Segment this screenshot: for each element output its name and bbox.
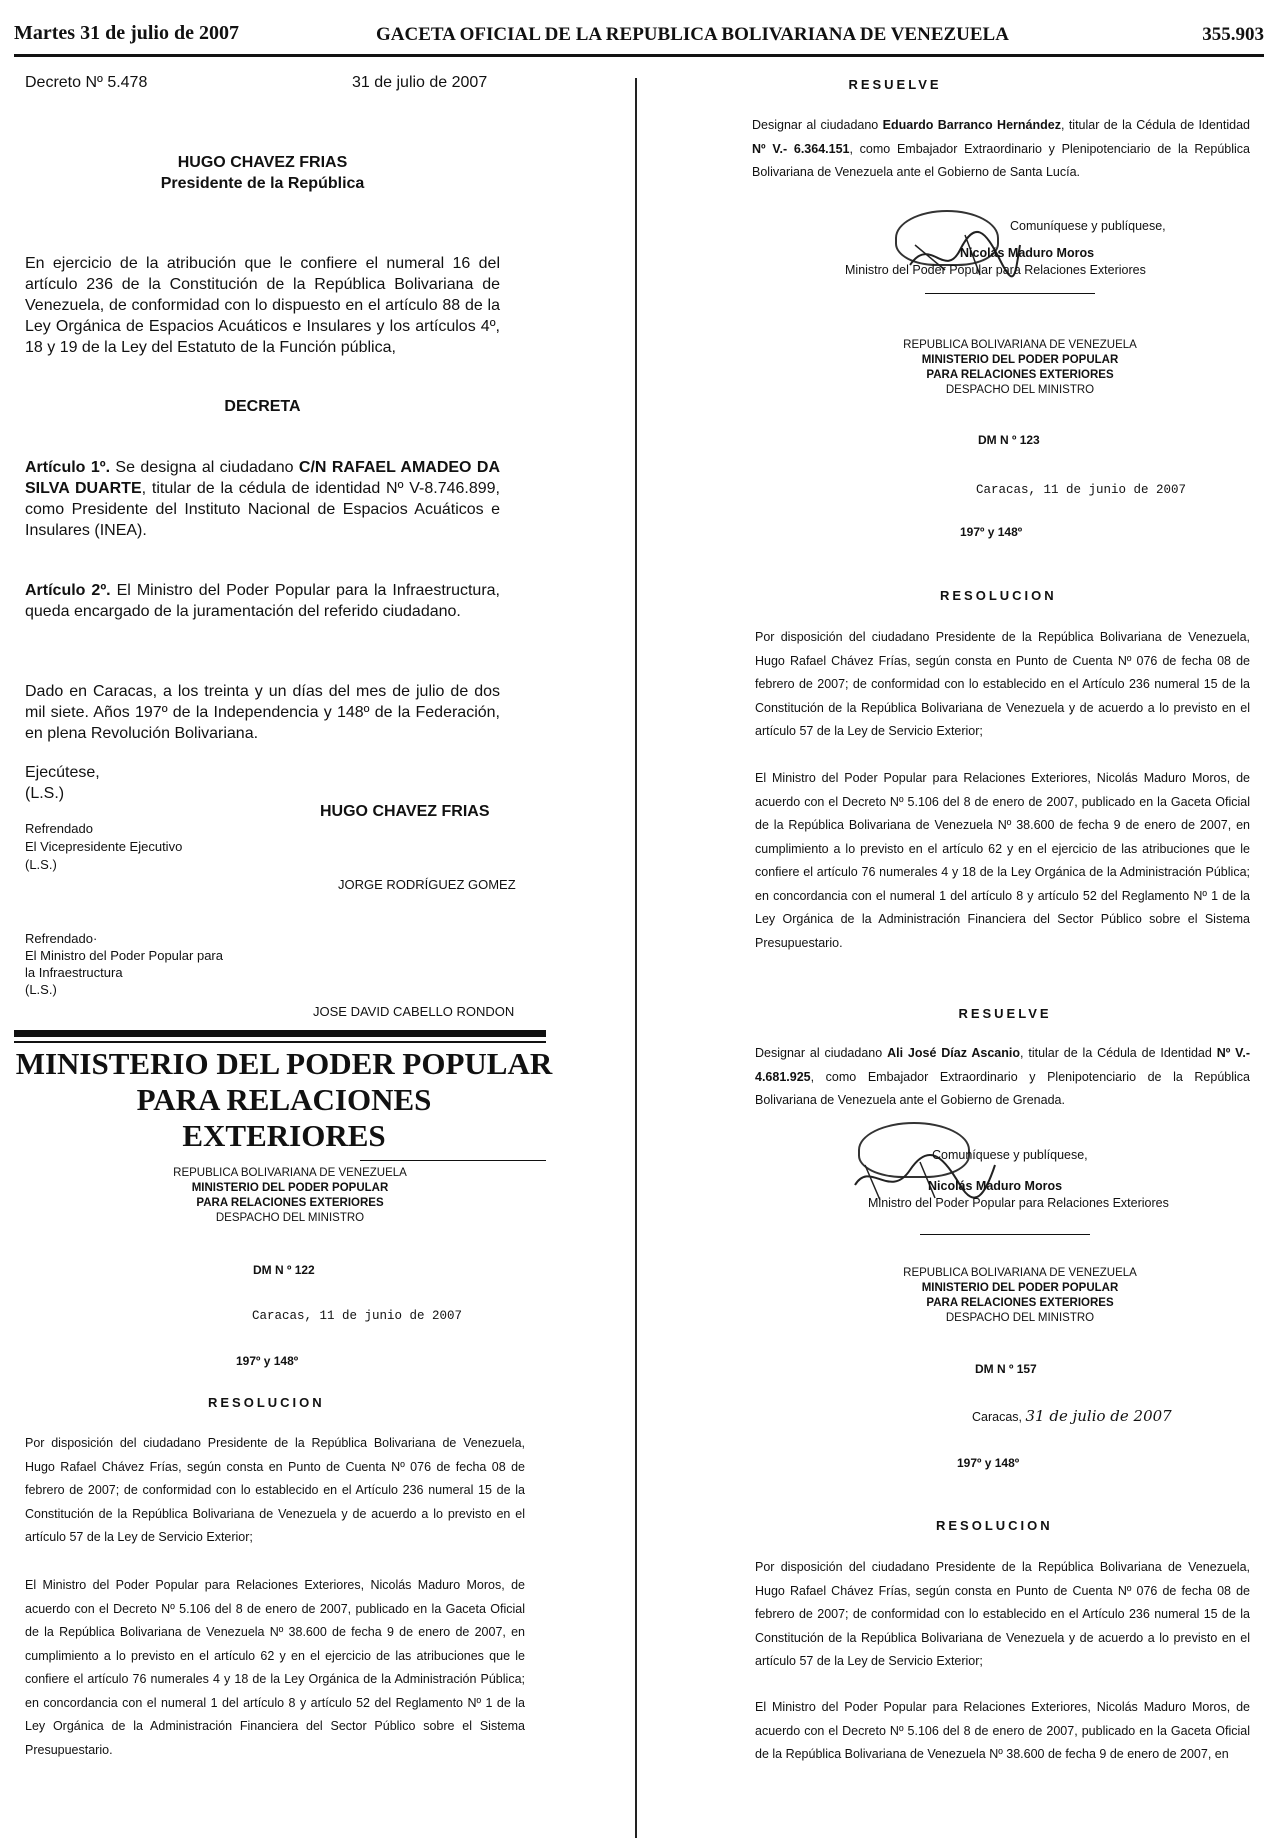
dado-paragraph: Dado en Caracas, a los treinta y un días del mes de julio de dos mil siete. Años 197º de la Independencia y 148º de la Federación, en plena Revolución Bolivariana. xyxy=(25,683,500,742)
republic-label-2: REPUBLICA BOLIVARIANA DE VENEZUELA xyxy=(903,339,1137,351)
section-rule-thin xyxy=(14,1041,546,1043)
despacho-label-2: DESPACHO DEL MINISTRO xyxy=(945,384,1095,396)
appointee-2-id: Nº V.- 4.681.925 xyxy=(755,1046,1250,1084)
despacho-label-3: DESPACHO DEL MINISTRO xyxy=(945,1312,1095,1324)
decree-date: 31 de julio de 2007 xyxy=(352,74,488,91)
infra-title-1: El Ministro del Poder Popular para xyxy=(25,948,223,963)
handwritten-date: 31 de julio de 2007 xyxy=(1025,1407,1172,1425)
ministry-label-3a: MINISTERIO DEL PODER POPULAR xyxy=(921,1282,1119,1294)
decree-preamble: En ejercicio de la atribución que le confiere el numeral 16 del artículo 236 de la Constitución de la República Bolivariana de Venezuela, de conformidad con lo dispuesto en el artículo 88 de la Ley Orgánica de Espacios Acuáticos e Insulares y los artículos 4º, 18 y 19 de la Ley del Estatuto de la Función pública, xyxy=(25,255,500,356)
separator-rule-1 xyxy=(925,293,1095,294)
resolution-number: DM N º 122 xyxy=(253,1263,315,1277)
page-header xyxy=(14,22,1264,50)
vicepresident-title: El Vicepresidente Ejecutivo xyxy=(25,839,183,854)
resolution-number-123: DM N º 123 xyxy=(978,433,1040,447)
resolution-heading-157: RESOLUCION xyxy=(936,1518,1053,1533)
signer-vicepresident: JORGE RODRÍGUEZ GOMEZ xyxy=(338,877,516,892)
signer-infrastructure: JOSE DAVID CABELLO RONDON xyxy=(313,1004,515,1019)
resolution-date-157: Caracas, 31 de julio de 2007 xyxy=(972,1407,1172,1425)
header-date: Martes 31 de julio de 2007 xyxy=(14,22,239,44)
resuelve-heading-2: RESUELVE xyxy=(958,1006,1052,1021)
refrendado-1: Refrendado xyxy=(25,821,93,836)
resolution-paragraph-1: Por disposición del ciudadano Presidente de la República Bolivariana de Venezuela, Hugo Rafael Chávez Frías, según consta en Punto de Cuenta Nº 076 de fecha 08 de febrero de 2007; de conformidad con lo establecido en el Artículo 236 numeral 15 de la Constitución de la República Bolivariana de Venezuela y de acuerdo a lo previsto en el artículo 57 de la Ley de Servicio Exterior; xyxy=(25,1436,525,1544)
seal-ls-2: (L.S.) xyxy=(25,857,57,872)
ministry-label-2a: MINISTERIO DEL PODER POPULAR xyxy=(921,354,1119,366)
resolution-date: Caracas, 11 de junio de 2007 xyxy=(252,1309,463,1323)
separator-rule-2 xyxy=(920,1234,1090,1235)
heading-underline xyxy=(360,1160,546,1161)
ministry-label-2b: PARA RELACIONES EXTERIORES xyxy=(926,369,1114,381)
header-rule xyxy=(14,54,1264,57)
ejecutese: Ejecútese, xyxy=(25,764,100,781)
signer-name-2: Nicolás Maduro Moros xyxy=(928,1179,1063,1193)
signer-name-1: Nicolás Maduro Moros xyxy=(960,246,1095,260)
appointee-1: Eduardo Barranco Hernández xyxy=(882,118,1061,132)
seal-ls-1: (L.S.) xyxy=(25,785,65,802)
resolution-years-123: 197º y 148º xyxy=(960,525,1023,539)
signer-title-1: Ministro del Poder Popular para Relaciones Exteriores xyxy=(845,263,1146,277)
resolution-years-157: 197º y 148º xyxy=(957,1456,1020,1470)
seal-ls-3: (L.S.) xyxy=(25,982,57,997)
resolution-157-paragraph-2: El Ministro del Poder Popular para Relaciones Exteriores, Nicolás Maduro Moros, de acuerdo con el Decreto Nº 5.106 del 8 de enero de 2007, publicado en la Gaceta Oficial de la República Bolivariana de Venezuela Nº 38.600 de fecha 9 de enero de 2007, en xyxy=(755,1700,1250,1761)
refrendado-2: Refrendado· xyxy=(25,931,98,946)
resolution-number-157: DM N º 157 xyxy=(975,1362,1037,1376)
article-2: Artículo 2º. El Ministro del Poder Popular para la Infraestructura, queda encargado de la juramentación del referido ciudadano. xyxy=(25,582,501,620)
resolution-date-123: Caracas, 11 de junio de 2007 xyxy=(976,483,1187,497)
section-rule-thick xyxy=(14,1030,546,1037)
article-1-label: Artículo 1º. xyxy=(25,459,111,476)
resolution-heading: RESOLUCION xyxy=(208,1395,325,1410)
resolution-157-paragraph-1: Por disposición del ciudadano Presidente de la República Bolivariana de Venezuela, Hugo Rafael Chávez Frías, según consta en Punto de Cuenta Nº 076 de fecha 08 de febrero de 2007; de conformidad con lo establecido en el Artículo 236 numeral 15 de la Constitución de la República Bolivariana de Venezuela y de acuerdo a lo previsto en el artículo 57 de la Ley de Servicio Exterior; xyxy=(755,1560,1250,1668)
resuelve-heading-1: RESUELVE xyxy=(848,77,942,92)
header-title: GACETA OFICIAL DE LA REPUBLICA BOLIVARIANA DE VENEZUELA xyxy=(376,24,1009,45)
decree-number: Decreto Nº 5.478 xyxy=(25,74,148,91)
president-name: HUGO CHAVEZ FRIAS xyxy=(177,154,348,171)
president-title: Presidente de la República xyxy=(160,175,365,192)
resolution-123-paragraph-1: Por disposición del ciudadano Presidente de la República Bolivariana de Venezuela, Hugo Rafael Chávez Frías, según consta en Punto de Cuenta Nº 076 de fecha 08 de febrero de 2007; de conformidad con lo establecido en el Artículo 236 numeral 15 de la Constitución de la República Bolivariana de Venezuela y de acuerdo a lo previsto en el artículo 57 de la Ley de Servicio Exterior; xyxy=(755,630,1250,738)
resuelve-1-text: Designar al ciudadano Eduardo Barranco Hernández, titular de la Cédula de Identidad Nº V.- 6.364.151, como Embajador Extraordinario y Plenipotenciario de la República Bolivariana de Venezuela ante el Gobierno de Santa Lucía. xyxy=(752,118,1250,179)
despacho-label: DESPACHO DEL MINISTRO xyxy=(215,1212,365,1224)
resolution-paragraph-2: El Ministro del Poder Popular para Relaciones Exteriores, Nicolás Maduro Moros, de acuerdo con el Decreto Nº 5.106 del 8 de enero de 2007, publicado en la Gaceta Oficial de la República Bolivariana de Venezuela Nº 38.600 de fecha 9 de enero de 2007, en cumplimiento a lo previsto en el artículo 62 y en el ejercicio de las atribuciones que le confiere el artículo 76 numerales 4 y 18 de la Ley Orgánica de la Administración Pública; en concordancia con el numeral 1 del artículo 8 y artículo 52 del Reglamento Nº 1 de la Ley Orgánica de la Administración Financiera del Sector Público sobre el Sistema Presupuestario. xyxy=(25,1578,525,1757)
comuniquese-1: Comuníquese y publíquese, xyxy=(1010,219,1166,233)
ministry-label-3b: PARA RELACIONES EXTERIORES xyxy=(926,1297,1114,1309)
republic-label-3: REPUBLICA BOLIVARIANA DE VENEZUELA xyxy=(903,1267,1137,1279)
resolution-123-paragraph-2: El Ministro del Poder Popular para Relaciones Exteriores, Nicolás Maduro Moros, de acuerdo con el Decreto Nº 5.106 del 8 de enero de 2007, publicado en la Gaceta Oficial de la República Bolivariana de Venezuela Nº 38.600 de fecha 9 de enero de 2007, en cumplimiento a lo previsto en el artículo 62 y en el ejercicio de las atribuciones que le confiere el artículo 76 numerales 4 y 18 de la Ley Orgánica de la Administración Pública; en concordancia con el numeral 1 del artículo 8 y artículo 52 del Reglamento Nº 1 de la Ley Orgánica de la Administración Financiera del Sector Público sobre el Sistema Presupuestario. xyxy=(755,771,1250,950)
article-1: Artículo 1º. Se designa al ciudadano C/N RAFAEL AMADEO DA SILVA DUARTE, titular de la cédula de identidad Nº V-8.746.899, como Presidente del Instituto Nacional de Espacios Acuáticos e Insulares (INEA). xyxy=(25,459,500,539)
ministry-label-2: PARA RELACIONES EXTERIORES xyxy=(196,1197,384,1209)
signer-title-2: Ministro del Poder Popular para Relaciones Exteriores xyxy=(868,1196,1169,1210)
republic-label: REPUBLICA BOLIVARIANA DE VENEZUELA xyxy=(173,1167,407,1179)
article-2-label: Artículo 2º. xyxy=(25,582,111,599)
infra-title-2: la Infraestructura xyxy=(25,965,123,980)
appointee-1-id: Nº V.- 6.364.151 xyxy=(752,141,850,156)
comuniquese-2: Comuníquese y publíquese, xyxy=(932,1148,1088,1162)
header-page-number: 355.903 xyxy=(1202,24,1264,45)
column-divider xyxy=(635,78,637,1838)
ministry-heading: MINISTERIO DEL PODER POPULAR PARA RELACIONES EXTERIORES xyxy=(15,1046,553,1153)
ministry-label-1: MINISTERIO DEL PODER POPULAR xyxy=(191,1182,389,1194)
article-1-appointee: C/N RAFAEL AMADEO DA SILVA DUARTE xyxy=(25,459,500,497)
appointee-2: Ali José Díaz Ascanio xyxy=(887,1046,1020,1060)
decreta-heading: DECRETA xyxy=(224,398,301,415)
resolution-years: 197º y 148º xyxy=(236,1354,299,1368)
resolution-heading-123: RESOLUCION xyxy=(940,588,1057,603)
resuelve-2-text: Designar al ciudadano Ali José Díaz Ascanio, titular de la Cédula de Identidad Nº V.- 4.681.925, como Embajador Extraordinario y Plenipotenciario de la República Bolivariana de Venezuela ante el Gobierno de Grenada. xyxy=(755,1046,1250,1107)
signer-president: HUGO CHAVEZ FRIAS xyxy=(320,803,490,820)
